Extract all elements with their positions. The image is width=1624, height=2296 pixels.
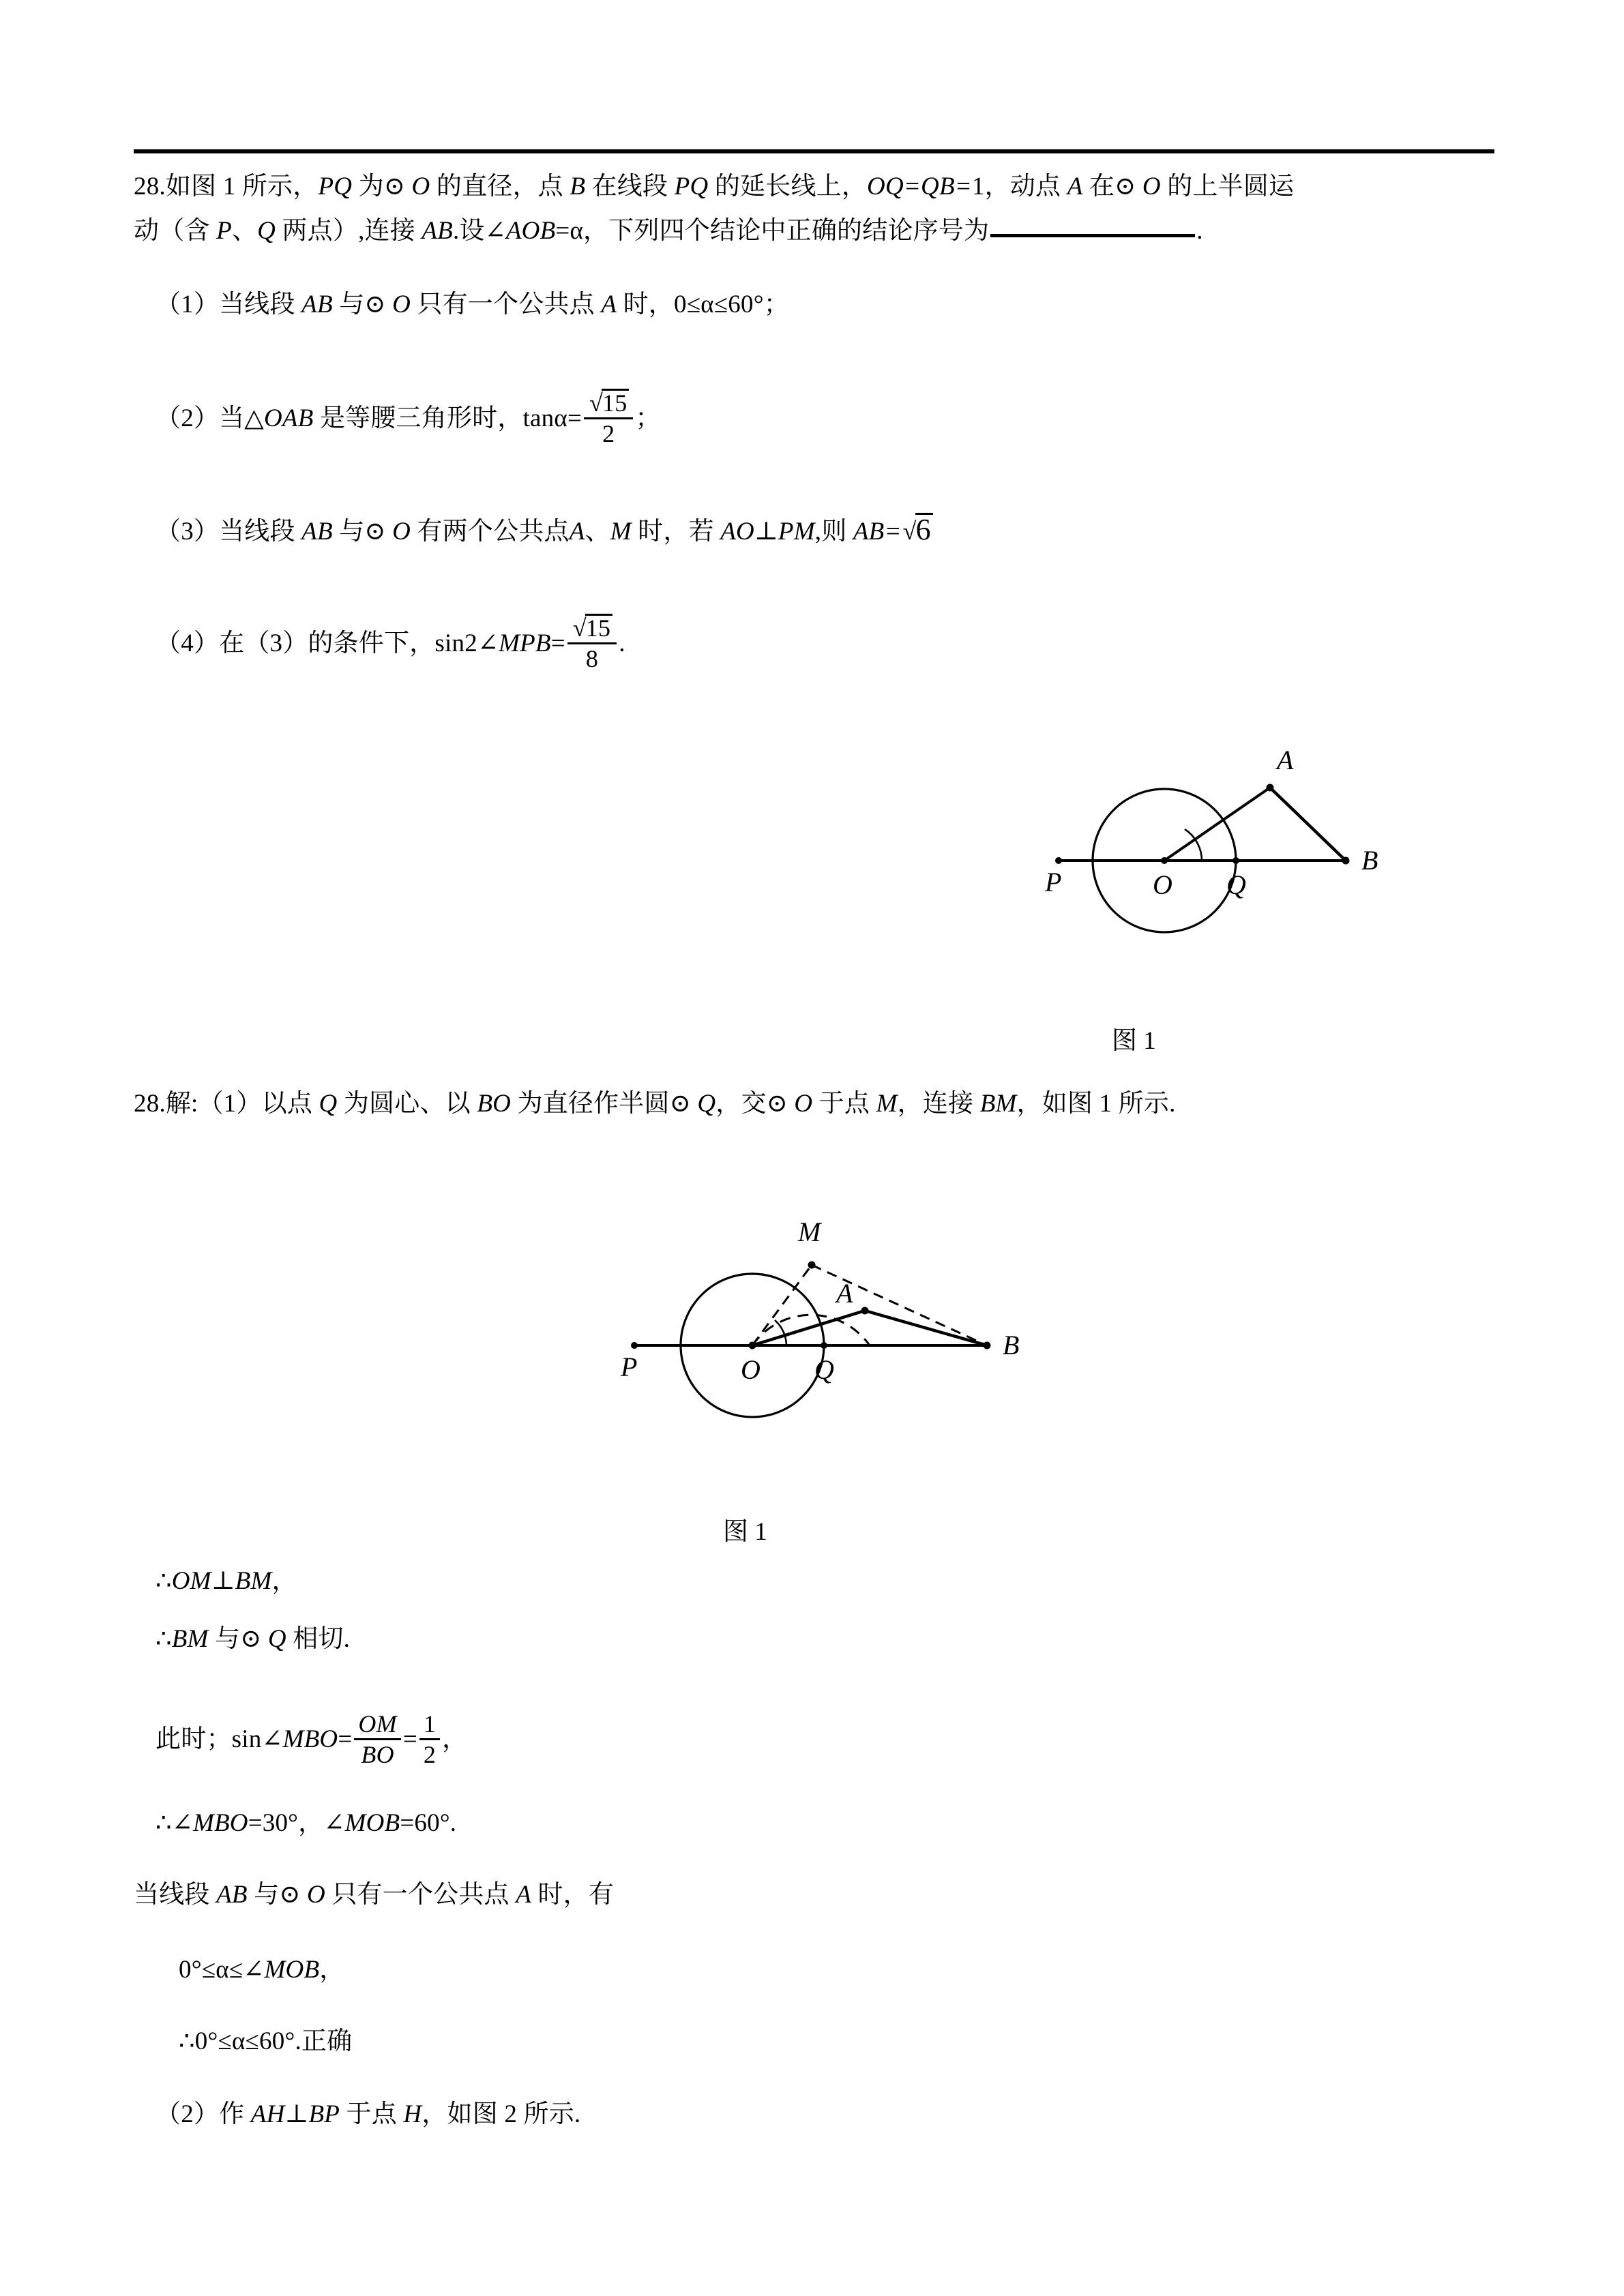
conclusion-3-ab: AB [301,518,333,546]
answer-blank[interactable] [990,234,1195,237]
step5-text-c: 只有一个公共点 [325,1881,516,1909]
stmt-a: A [1067,173,1083,200]
stmt-o-1: O [411,173,430,200]
conclusion-2-text-a: 当△ [219,404,264,433]
figure2-label-a: A [836,1278,853,1309]
stmt2-text-4: ,连接 [358,217,422,245]
point-b-dot [1342,857,1350,865]
conclusion-3-label: （3） [156,518,220,546]
solution-step-6 [179,1957,344,1982]
conclusion-1-label: （1） [156,290,220,318]
angle-arc-alpha [775,1320,786,1345]
conclusion-3-text-c: 有两个公共点 [411,518,570,546]
conclusion-1-ab: AB [301,290,333,318]
solution-q2: Q [697,1090,716,1118]
solution-o: O [794,1090,813,1118]
conclusion-4-text-a: 在（3）的条件下， [219,629,435,658]
solution-step-8 [156,2102,580,2127]
step3-prefix: 此时； [156,1725,232,1754]
stmt-pq-2: PQ [674,173,709,200]
stmt-text-7: 在⊙ [1082,173,1142,200]
conclusion-1-o: O [392,290,411,318]
stmt-text-4: 在线段 [585,173,675,200]
point-a-dot [861,1307,869,1315]
stmt-text-6: ，动点 [984,173,1067,200]
problem-statement-line-2 [134,218,1203,243]
figure-1 [1009,730,1391,1002]
figure1-label-q: Q [1226,869,1246,900]
conclusion-3-text-e: 时，若 [631,518,721,546]
conclusion-3-sqrt [902,513,933,545]
conclusion-3 [156,513,933,545]
conclusion-2-label: （2） [156,404,220,433]
solution-text-b: 为圆心、以 [337,1090,477,1118]
solution-text-g: ，如图 1 所示. [1016,1090,1176,1118]
fraction-bar [567,642,617,644]
step7-text: 0°≤α≤60°.正确 [194,2027,353,2055]
figure-2-caption: 图 1 [723,1518,767,1546]
step5-text-b: 与⊙ [247,1881,307,1909]
step4-text-b: =30°， [248,1809,324,1837]
step8-text-b: 于点 [340,2100,404,2128]
figure2-label-p: P [621,1352,638,1382]
figure-1-caption: 图 1 [1112,1027,1156,1055]
conclusion-3-a: A [569,518,585,546]
therefore-symbol: ∴ [156,1625,172,1653]
step3-fraction-one-half [419,1712,440,1767]
conclusion-3-text-f: ,则 [814,518,853,546]
solution-step-7 [179,2029,352,2054]
step1-om-perp-bm: OM⊥BM [171,1567,272,1595]
therefore-symbol: ∴ [179,2027,195,2055]
stmt2-text-1: 动（含 [134,217,217,245]
solution-text-a: 以点 [261,1090,319,1118]
solution-part-label: （1） [198,1090,262,1118]
conclusion-3-text-a: 当线段 [219,518,302,546]
fraction-denominator: 2 [602,420,615,447]
solution-text-c: 为直径作半圆⊙ [511,1090,698,1118]
sqrt-radical [572,614,612,640]
solution-step-4 [156,1810,456,1836]
step8-label: （2） [156,2100,220,2128]
point-o-dot [1161,857,1168,864]
conclusion-2-tail: ； [635,404,661,433]
conclusion-2-tan: tanα= [522,404,582,433]
fraction-numerator [567,614,617,641]
solution-q: Q [319,1090,338,1118]
radical-sign: √ [589,389,603,417]
solution-bm: BM [979,1090,1017,1118]
fraction-bar [354,1738,400,1740]
conclusion-4-fraction [567,614,617,671]
conclusion-1-text-c: 只有一个公共点 [411,290,602,318]
stmt-text-5: 的延长线上， [708,173,868,200]
step4-text-a: ∠ [171,1809,193,1837]
figure1-label-a: A [1277,745,1294,775]
step1-tail: ， [271,1567,297,1595]
stmt2-q: Q [257,217,276,245]
step2-text-a: 与⊙ [208,1625,268,1653]
stmt2-text-2: 、 [231,217,258,245]
conclusion-2-text-b: 是等腰三角形时， [313,404,523,433]
conclusion-3-ab-eq: AB= [853,518,902,546]
step4-mbo: MBO [192,1809,248,1837]
step8-ah-perp-bp: AH⊥BP [250,2100,340,2128]
stmt-oq-qb: OQ=QB= [867,173,972,200]
figure-2-drawing [593,1197,1030,1483]
segment-om-dashed [752,1265,812,1345]
point-q-dot [1232,857,1239,864]
solution-step-5 [134,1882,614,1907]
step6-range: 0°≤α≤∠ [179,1956,265,1984]
point-a-dot [1267,784,1274,792]
sqrt-radical [588,389,629,415]
fraction-denominator: BO [361,1741,394,1768]
step6-tail: ， [319,1956,345,1984]
solution-bo: BO [477,1090,512,1118]
conclusion-1-a: A [601,290,617,318]
conclusion-4 [156,614,625,671]
step2-bm: BM [171,1625,209,1653]
point-p-dot [631,1342,638,1349]
step3-tail: ， [442,1725,468,1754]
conclusion-3-o: O [392,518,411,546]
step3-mbo: MBO [282,1725,338,1754]
step3-eq-1: = [338,1725,353,1754]
radicand: 15 [602,389,629,415]
header-divider [134,149,1494,153]
fraction-numerator: OM [358,1710,397,1738]
figure2-label-b: B [1003,1330,1020,1360]
conclusion-1-text-b: 与⊙ [332,290,393,318]
step5-o: O [306,1881,325,1909]
segment-oa [1164,788,1270,861]
point-o-dot [749,1342,756,1350]
stmt2-aob: AOB [505,217,556,245]
conclusion-4-label: （4） [156,629,220,658]
solution-text-d: ，交⊙ [715,1090,795,1118]
conclusion-3-text-d: 、 [585,518,610,546]
stmt-text-3: 的直径，点 [430,173,570,200]
step3-eq-2: = [402,1725,417,1754]
solution-intro [134,1091,1176,1116]
solution-step-1 [156,1568,297,1594]
conclusion-3-m: M [610,518,632,546]
point-b-dot [984,1342,991,1350]
stmt2-text-7: . [1196,217,1203,245]
step8-text-a: 作 [219,2100,251,2128]
radicand: 15 [585,614,612,640]
step5-ab: AB [216,1881,248,1909]
point-m-dot [808,1262,816,1269]
step5-text-d: 时，有 [531,1881,615,1909]
fraction-denominator: 2 [423,1741,437,1768]
step4-text-d: =60°. [400,1809,457,1837]
figure-2 [593,1197,1030,1483]
conclusion-4-sin: sin2∠ [434,629,499,658]
step5-a: A [516,1881,532,1909]
fraction-denominator: 8 [585,645,599,672]
step8-h: H [403,2100,422,2128]
stmt-o-2: O [1142,173,1161,200]
step8-text-c: ，如图 2 所示. [422,2100,581,2128]
therefore-symbol: ∴ [156,1809,172,1837]
conclusion-2-oab: OAB [263,404,314,433]
figure1-label-o: O [1153,869,1172,900]
step3-fraction-om-bo [354,1712,400,1767]
step4-mob: MOB [344,1809,400,1837]
conclusion-1 [156,292,789,317]
conclusion-1-text-d: 时， [617,290,674,318]
solution-m: M [876,1090,898,1118]
stmt2-p: P [216,217,232,245]
solution-step-3 [156,1712,467,1767]
problem-statement-line-1 [134,174,1294,199]
figure1-label-b: B [1361,845,1378,876]
problem-number: 28. [134,173,166,200]
stmt-pq: PQ [318,173,353,200]
conclusion-4-tail: . [619,629,625,658]
figure2-label-m: M [798,1217,821,1247]
fraction-bar [584,417,633,419]
figure-1-drawing [1009,730,1391,1002]
radical-sign: √ [572,614,587,642]
segment-ab [1270,788,1346,861]
stmt-b: B [570,173,586,200]
point-p-dot [1055,857,1062,864]
radicand: 6 [915,513,933,545]
step4-text-c: ∠ [323,1809,345,1837]
step3-sin: sin∠ [231,1725,283,1754]
stmt2-text-5: .设∠ [452,217,506,245]
stmt-text-8: 的上半圆运 [1160,173,1295,200]
stmt2-ab: AB [422,217,453,245]
fraction-numerator [584,389,633,416]
conclusion-3-perp: AO⊥PM [720,518,815,546]
conclusion-3-text-b: 与⊙ [332,518,393,546]
segment-ab [865,1311,987,1345]
conclusion-1-range: 0≤α≤60°； [674,290,789,318]
radical-sign: √ [902,518,917,545]
stmt-one: 1 [971,173,985,200]
solution-text-e: 于点 [812,1090,876,1118]
stmt-text-2: 为⊙ [352,173,412,200]
conclusion-4-mpb: MPB [499,629,551,658]
fraction-numerator: 1 [423,1710,437,1738]
conclusion-4-eq: = [550,629,565,658]
solution-text-f: ，连接 [897,1090,980,1118]
step2-text-b: 相切. [286,1625,351,1653]
stmt-text-1: 如图 1 所示， [165,173,319,200]
fraction-bar [419,1738,440,1740]
figure1-label-p: P [1045,867,1062,897]
step5-text-a: 当线段 [134,1881,217,1909]
stmt2-text-6: =α，下列四个结论中正确的结论序号为 [555,217,990,245]
conclusion-2-fraction [584,389,633,446]
conclusion-2 [156,389,661,446]
step2-q: Q [267,1625,286,1653]
figure2-label-q: Q [814,1354,834,1385]
figure2-label-o: O [741,1354,761,1385]
conclusion-1-text-a: 当线段 [219,290,302,318]
solution-step-2 [156,1626,350,1652]
step6-mob: MOB [264,1956,320,1984]
solution-number: 28.解: [134,1090,198,1118]
stmt2-text-3: 两点） [276,217,359,245]
point-q-dot [821,1342,827,1349]
therefore-symbol: ∴ [156,1567,172,1595]
